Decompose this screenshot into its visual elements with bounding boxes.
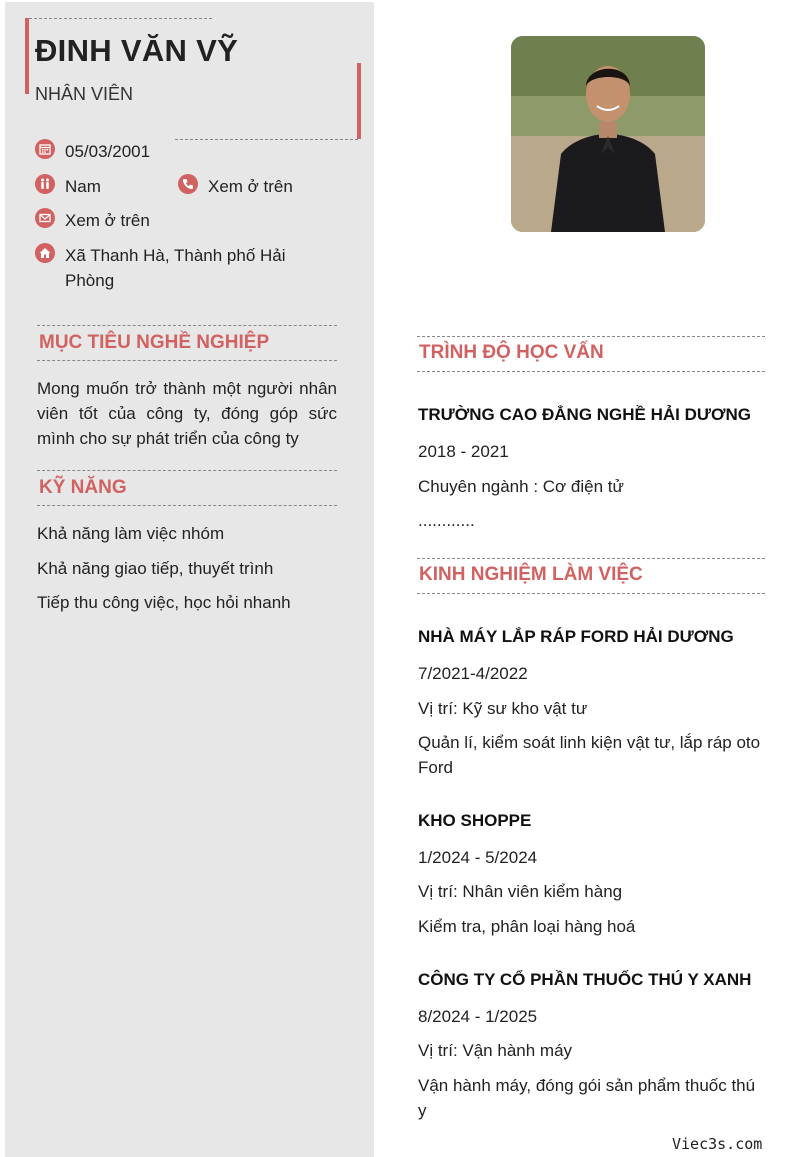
objective-bottom-divider — [37, 360, 337, 361]
skills-top-divider — [37, 470, 337, 471]
skill-item: Tiếp thu công việc, học hỏi nhanh — [37, 593, 291, 612]
calendar-icon — [35, 139, 55, 159]
candidate-name: ĐINH VĂN VỸ — [35, 33, 239, 68]
skills-bottom-divider — [37, 505, 337, 506]
education-extra: ............ — [418, 511, 475, 530]
education-heading: TRÌNH ĐỘ HỌC VẤN — [419, 342, 604, 363]
objective-top-divider — [37, 325, 337, 326]
objective-heading: MỤC TIÊU NGHỀ NGHIỆP — [39, 332, 270, 353]
job-title: NHÂN VIÊN — [35, 84, 134, 104]
email-value: Xem ở trên — [65, 211, 150, 230]
gender-icon — [35, 174, 55, 194]
job-description: Kiểm tra, phân loại hàng hoá — [418, 917, 636, 936]
gender-value: Nam — [65, 177, 101, 196]
birthday-value: 05/03/2001 — [65, 142, 151, 161]
address-value: Xã Thanh Hà, Thành phố Hải Phòng — [65, 246, 286, 290]
phone-icon — [178, 174, 198, 194]
experience-bottom-divider — [417, 593, 765, 594]
job-company: CÔNG TY CỔ PHẦN THUỐC THÚ Y XANH — [418, 970, 752, 989]
experience-top-divider — [417, 558, 765, 559]
objective-text: Mong muốn trở thành một người nhân viên tốt của công ty, đóng góp sức mình cho sự phát triển của công ty — [37, 379, 337, 448]
skill-item: Khả năng giao tiếp, thuyết trình — [37, 559, 274, 578]
watermark: Viec3s.com — [672, 1135, 763, 1153]
job-period: 7/2021-4/2022 — [418, 664, 528, 683]
skill-item: Khả năng làm việc nhóm — [37, 524, 225, 543]
header-divider — [175, 139, 358, 140]
envelope-icon — [35, 208, 55, 228]
education-top-divider — [417, 336, 765, 337]
job-position: Vị trí: Vận hành máy — [418, 1041, 573, 1060]
job-period: 8/2024 - 1/2025 — [418, 1007, 538, 1026]
right-accent-bar — [357, 63, 361, 139]
experience-heading: KINH NGHIỆM LÀM VIỆC — [419, 564, 643, 585]
job-company: KHO SHOPPE — [418, 811, 532, 830]
education-bottom-divider — [417, 371, 765, 372]
phone-value: Xem ở trên — [208, 177, 293, 196]
school-name: TRƯỜNG CAO ĐẲNG NGHỀ HẢI DƯƠNG — [418, 405, 751, 424]
profile-photo — [511, 36, 705, 232]
home-icon — [35, 243, 55, 263]
job-position: Vị trí: Kỹ sư kho vật tư — [418, 699, 588, 718]
job-description: Quản lí, kiểm soát linh kiện vật tư, lắp ráp oto Ford — [418, 733, 761, 777]
name-accent-bar — [25, 18, 29, 94]
education-period: 2018 - 2021 — [418, 442, 509, 461]
job-position: Vị trí: Nhân viên kiểm hàng — [418, 882, 623, 901]
name-top-divider — [29, 18, 212, 19]
education-major: Chuyên ngành : Cơ điện tử — [418, 477, 624, 496]
skills-heading: KỸ NĂNG — [39, 477, 127, 498]
job-period: 1/2024 - 5/2024 — [418, 848, 538, 867]
job-description: Vận hành máy, đóng gói sản phẩm thuốc thú y — [418, 1076, 756, 1120]
job-company: NHÀ MÁY LẮP RÁP FORD HẢI DƯƠNG — [418, 627, 734, 646]
